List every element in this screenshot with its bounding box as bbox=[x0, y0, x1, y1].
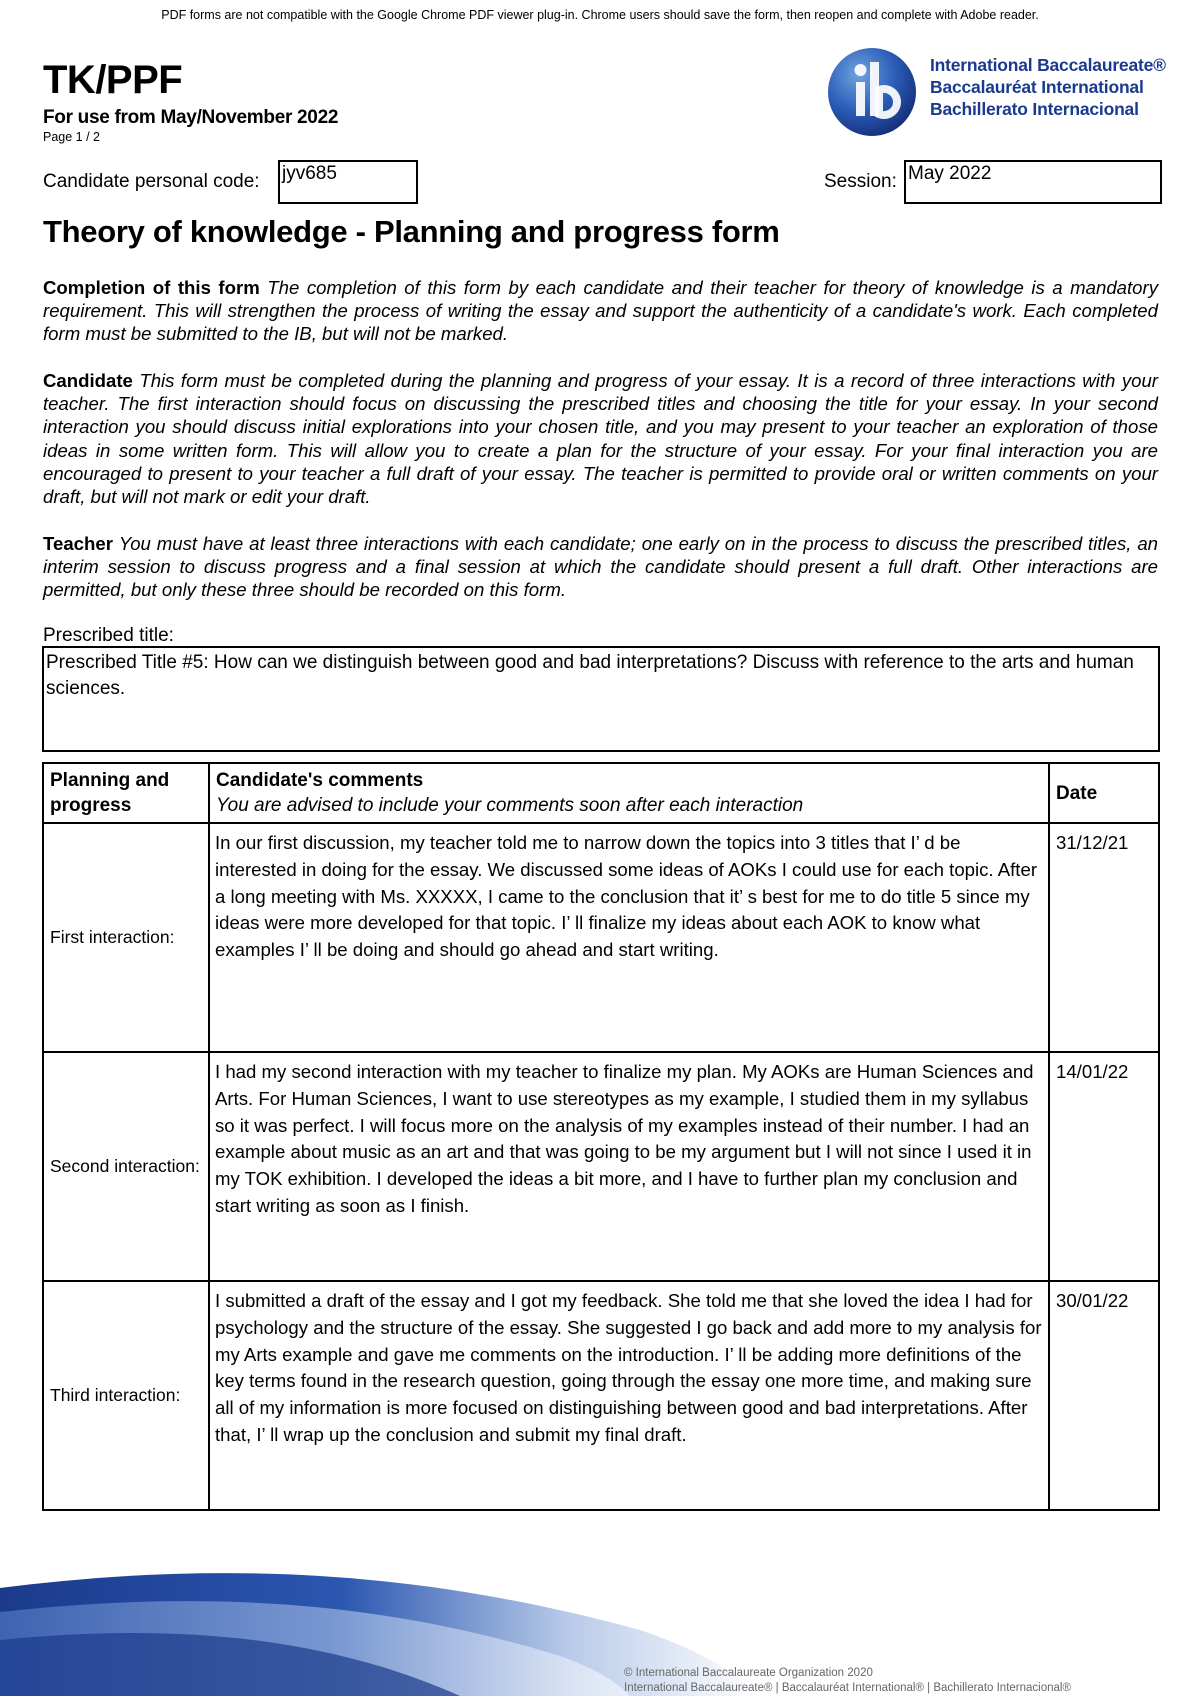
logo-line-fr: Baccalauréat International bbox=[930, 77, 1144, 97]
comments-subtitle: You are advised to include your comments soon after each interaction bbox=[216, 795, 804, 816]
session-field[interactable]: May 2022 bbox=[904, 160, 1162, 204]
candidate-text: This form must be completed during the planning and progress of your essay. It is a record of three interactions with your teacher. The first interaction should focus on discussing the prescribed titles and choosing the title for your essay. In your second interaction you should discuss initial explorations into your chosen title, and you may present to your teacher an exploration of those ideas in some written form. This will allow you to create a plan for the structure of your essay. For your final interaction you are encouraged to present to your teacher a full draft of your essay. The teacher is permitted to provide oral or written comments on your draft, but will not mark or edit your draft. bbox=[43, 370, 1158, 508]
use-from-text: For use from May/November 2022 bbox=[43, 107, 339, 128]
date-field[interactable]: 30/01/22 bbox=[1049, 1281, 1159, 1510]
stage-label: Second interaction: bbox=[43, 1052, 209, 1281]
date-field[interactable]: 14/01/22 bbox=[1049, 1052, 1159, 1281]
candidate-code-label: Candidate personal code: bbox=[43, 171, 260, 192]
comment-field[interactable]: I submitted a draft of the essay and I got my feedback. She told me that she loved the idea I had for psychology and the structure of the essay. She suggested I go back and add more to my analysis for my Arts example and gave me comments on the introduction. I’ ll be adding more definitions of the key terms found in the research question, going through the essay one more time, and making sure all of my information is more focused on distinguishing between good and bad interpretations. After that, I’ ll wrap up the conclusion and submit my final draft. bbox=[209, 1281, 1049, 1510]
copyright-line-2: International Baccalaureate® | Baccalauréat International® | Bachillerato Internacional® bbox=[624, 1682, 1071, 1694]
completion-heading: Completion of this form bbox=[43, 277, 260, 298]
table-row bbox=[43, 823, 1159, 1052]
table-row bbox=[43, 1281, 1159, 1510]
ib-logo-icon bbox=[826, 46, 918, 138]
copyright-line-1: © International Baccalaureate Organization 2020 bbox=[624, 1667, 873, 1679]
col-header-planning: Planning and progress bbox=[43, 763, 209, 823]
comment-field[interactable]: I had my second interaction with my teacher to finalize my plan. My AOKs are Human Sciences and Arts. For Human Sciences, I want to use stereotypes as my example, I studied them in my syllabus so it was perfect. I will focus more on the analysis of my examples instead of their number. I had an example about music as an art and that was going to be my argument but I will not since I used it in my TOK exhibition. I developed the ideas a bit more, and I have to further plan my conclusion and start writing as soon as I finish. bbox=[209, 1052, 1049, 1281]
teacher-heading: Teacher bbox=[43, 533, 113, 554]
stage-label: Third interaction: bbox=[43, 1281, 209, 1510]
comments-title: Candidate's comments bbox=[216, 770, 424, 791]
session-label: Session: bbox=[824, 171, 897, 192]
completion-paragraph bbox=[43, 276, 1158, 346]
table-row bbox=[43, 1052, 1159, 1281]
ib-logo bbox=[826, 46, 1166, 142]
page-number: Page 1 / 2 bbox=[43, 130, 100, 144]
prescribed-title-field[interactable]: Prescribed Title #5: How can we distinguish between good and bad interpretations? Discuss with reference to the arts and human sciences. bbox=[42, 646, 1160, 752]
candidate-code-field[interactable]: jyv685 bbox=[278, 160, 418, 204]
page-title: Theory of knowledge - Planning and progress form bbox=[43, 214, 780, 249]
date-field[interactable]: 31/12/21 bbox=[1049, 823, 1159, 1052]
interaction-table bbox=[42, 762, 1160, 1511]
ib-logo-text bbox=[930, 54, 1166, 120]
chrome-notice: PDF forms are not compatible with the Google Chrome PDF viewer plug-in. Chrome users should save the form, then reopen and complete with Adobe reader. bbox=[161, 8, 1039, 22]
col-header-date: Date bbox=[1049, 763, 1159, 823]
candidate-heading: Candidate bbox=[43, 370, 133, 391]
comment-field[interactable]: In our first discussion, my teacher told me to narrow down the topics into 3 titles that I’ d be interested in doing for the essay. We discussed some ideas of AOKs I could use for each topic. After a long meeting with Ms. XXXXX, I came to the conclusion that it’ s best for me to do title 5 since my ideas were more developed for that topic. I’ ll finalize my ideas about each AOK to know what examples I’ ll be doing and should go ahead and start writing. bbox=[209, 823, 1049, 1052]
col-header-comments bbox=[209, 763, 1049, 823]
stage-label: First interaction: bbox=[43, 823, 209, 1052]
logo-line-en: International Baccalaureate® bbox=[930, 55, 1166, 75]
completion-text: The completion of this form by each candidate and their teacher for theory of knowledge is a mandatory requirement. This will strengthen the process of writing the essay and support the authenticity of a candidate's work. Each completed form must be submitted to the IB, but will not be marked. bbox=[43, 277, 1158, 345]
teacher-paragraph bbox=[43, 532, 1158, 602]
candidate-paragraph bbox=[43, 369, 1158, 508]
teacher-text: You must have at least three interactions with each candidate; one early on in the process to discuss the prescribed titles, an interim session to discuss progress and a final session at which the candidate should present a full draft. Other interactions are permitted, but only these three should be recorded on this form. bbox=[43, 533, 1158, 601]
logo-line-es: Bachillerato Internacional bbox=[930, 99, 1139, 119]
prescribed-title-label: Prescribed title: bbox=[43, 625, 174, 646]
form-code: TK/PPF bbox=[43, 58, 183, 102]
table-header-row bbox=[43, 763, 1159, 823]
copyright-notice bbox=[624, 1666, 1071, 1696]
